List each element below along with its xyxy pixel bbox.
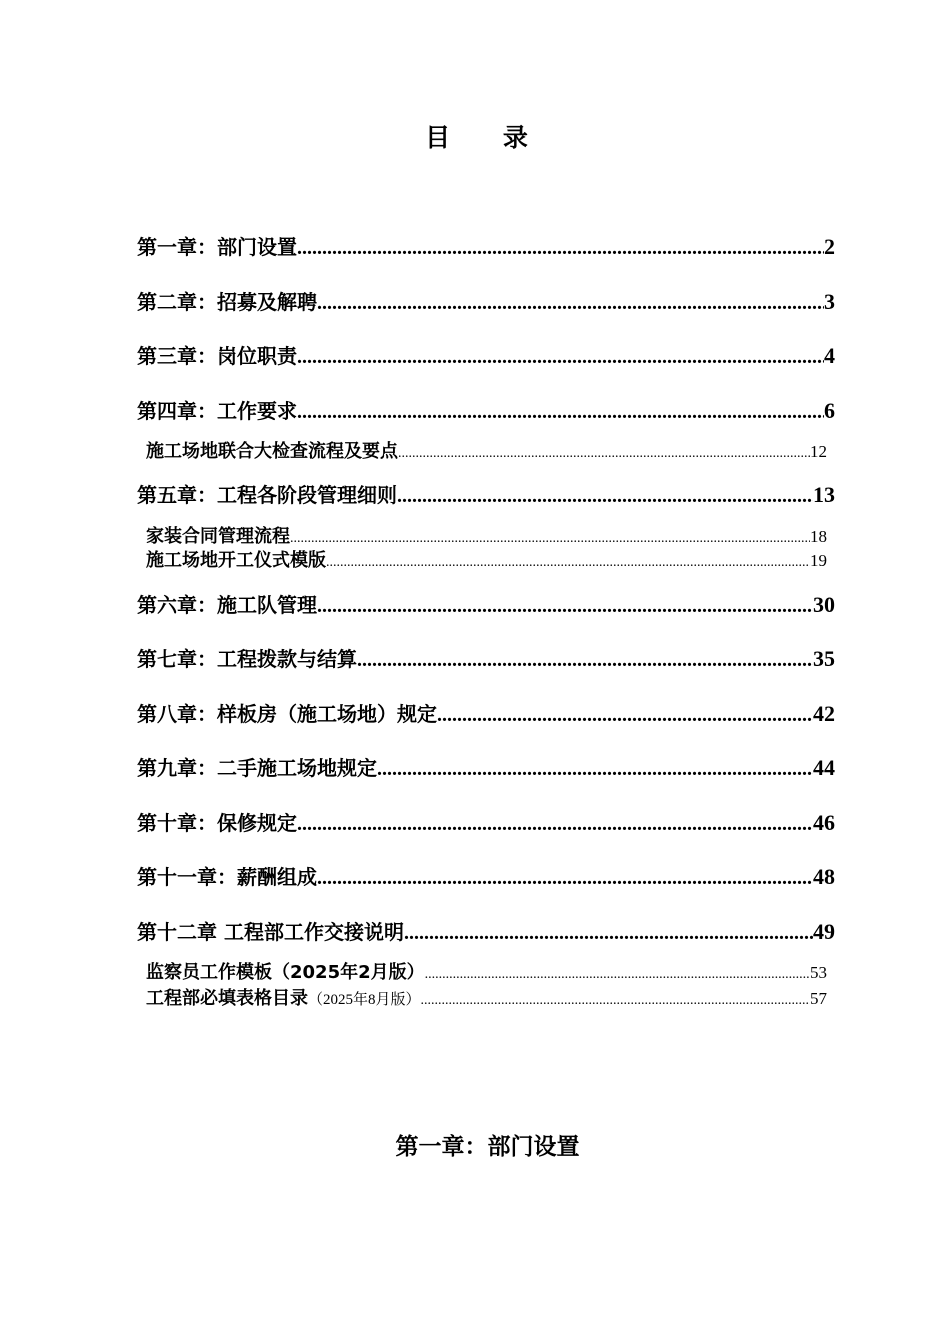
toc-entry[interactable]: [137, 286, 835, 316]
toc-entry[interactable]: [137, 589, 835, 619]
toc-entry-page: 13: [813, 482, 835, 507]
toc-leader-dots: [326, 555, 810, 571]
toc-leader-dots: [404, 922, 813, 945]
toc-entry-label: [146, 984, 421, 1010]
toc-entry-label: 第十章：保修规定: [137, 811, 297, 835]
toc-entry-label: 第十一章：薪酬组成: [137, 865, 317, 889]
toc-entry-page: 3: [824, 289, 835, 314]
toc-entry-page: 53: [810, 963, 827, 982]
toc-entry-label: 施工场地联合大检查流程及要点: [146, 441, 398, 462]
toc-entry-page: 18: [810, 527, 827, 546]
toc-leader-dots: [317, 292, 824, 315]
toc-leader-dots: [437, 704, 813, 727]
toc-entry-label: 第一章：部门设置: [137, 235, 297, 259]
toc-entry-label: 第三章：岗位职责: [137, 344, 297, 368]
toc-leader-dots: [397, 485, 813, 508]
toc-leader-dots: [297, 346, 824, 369]
toc-entry-label-main: 工程部必填表格目录: [146, 988, 308, 1009]
toc-entry[interactable]: [137, 807, 835, 837]
toc-leader-dots: [297, 237, 824, 260]
toc-subentry[interactable]: [146, 522, 827, 548]
toc-entry-label: 第四章：工作要求: [137, 399, 297, 423]
toc-entry-label: 第十二章 工程部工作交接说明: [137, 920, 404, 944]
toc-subentry[interactable]: [146, 958, 827, 984]
toc-leader-dots: [297, 813, 813, 836]
toc-entry-label: 第八章：样板房（施工场地）规定: [137, 702, 437, 726]
toc-leader-dots: [297, 401, 824, 424]
toc-entry-page: 42: [813, 701, 835, 726]
toc-entry-page: 44: [813, 755, 835, 780]
toc-entry-page: 6: [824, 398, 835, 423]
toc-leader-dots: [421, 993, 810, 1009]
toc-entry-label: 第五章：工程各阶段管理细则: [137, 483, 397, 507]
toc-entry-label: 第九章：二手施工场地规定: [137, 756, 377, 780]
toc-entry-page: 46: [813, 810, 835, 835]
toc-entry[interactable]: [137, 861, 835, 891]
toc-entry-page: 12: [810, 442, 827, 461]
toc-entry[interactable]: [137, 231, 835, 261]
toc-entry-page: 30: [813, 592, 835, 617]
toc-entry-page: 48: [813, 864, 835, 889]
toc-leader-dots: [377, 758, 813, 781]
toc-entry-label: 第七章：工程拨款与结算: [137, 647, 357, 671]
toc-entry[interactable]: [137, 752, 835, 782]
toc-entry-label: 第二章：招募及解聘: [137, 290, 317, 314]
toc-entry-label: 监察员工作模板（2025年2月版）: [146, 962, 425, 983]
toc-subentry[interactable]: [146, 984, 827, 1010]
toc-entry[interactable]: [137, 340, 835, 370]
toc-entry-page: 49: [813, 919, 835, 944]
toc-entry-page: 2: [824, 234, 835, 259]
toc-entry-label: 家装合同管理流程: [146, 526, 290, 547]
toc-entry[interactable]: [137, 698, 835, 728]
toc-entry-label: 施工场地开工仪式模版: [146, 550, 326, 571]
toc-leader-dots: [290, 531, 810, 547]
toc-subentry[interactable]: [146, 546, 827, 572]
toc-entry-label-suffix: （2025年8月版）: [308, 992, 421, 1008]
toc-leader-dots: [357, 649, 813, 672]
toc-entry-page: 19: [810, 551, 827, 570]
toc-entry[interactable]: [137, 916, 835, 946]
toc-subentry[interactable]: [146, 437, 827, 463]
toc-leader-dots: [317, 867, 813, 890]
toc-entry[interactable]: [137, 479, 835, 509]
toc-entry-page: 4: [824, 343, 835, 368]
toc-entry-page: 35: [813, 646, 835, 671]
toc-entry[interactable]: [137, 395, 835, 425]
toc-entry-page: 57: [810, 989, 827, 1008]
toc-leader-dots: [317, 595, 813, 618]
chapter-heading: 第一章：部门设置: [395, 1134, 580, 1160]
toc-entry[interactable]: [137, 643, 835, 673]
toc-leader-dots: [398, 446, 810, 462]
toc-entry-label: 第六章：施工队管理: [137, 593, 317, 617]
toc-leader-dots: [425, 967, 810, 983]
toc-title: 目 录: [425, 123, 550, 152]
